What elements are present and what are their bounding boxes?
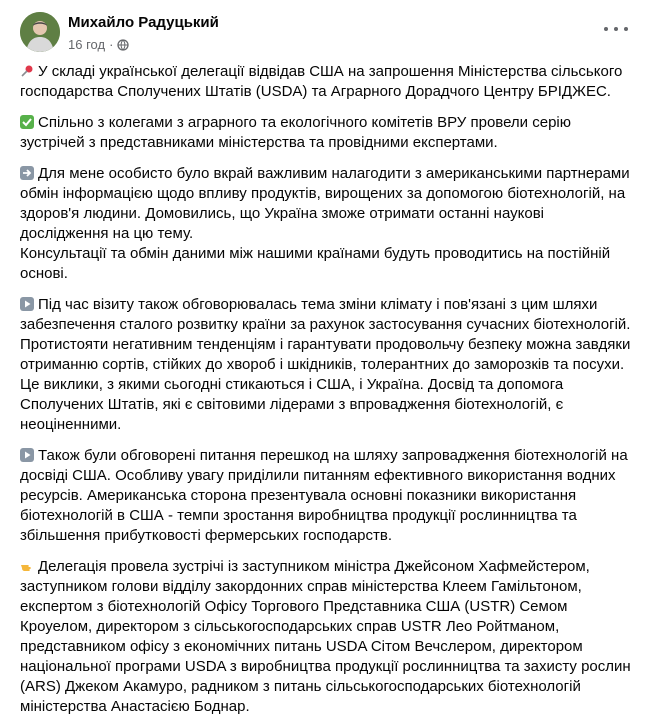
check-mark-icon (20, 115, 34, 129)
paragraph-hand: Делегація провела зустрічі із заступником міністра Джейсоном Хафмейстером, заступником голови відділу закордонних справ міністерства Клеем Гамільтоном, експертом з біотехнологій Офісу Торгового Представника США (USTR) Семом Кроуелом, директором з сільськогосподарських справ USTR Лео Ройтманом, представником офісу з економічних питань USDA Сітом Вечслером, директором національної програми USDA з виробництва продукції рослинництва та захисту рослин (ARS) Джеком Акамуро, радником з питань сільськогосподарських біотехнологій міністерства Анастасією Боднар. (20, 558, 631, 715)
paragraph-play-1: Під час візиту також обговорювалась тема зміни клімату і пов'язані з цим шляхи забезпечення сталого розвитку країни за рахунок застосування сучасних біотехнологій. Протистояти негативним тенденціям і гарантувати продовольчу безпеку можна завдяки отриманню сортів, стійких до хвороб і шкідників, толерантних до заморозків та посухи. Це виклики, з якими сьогодні стикаються і США, і Україна. Досвід та допомога Сполучених Штатів, які є світовими лідерами з впровадження біотехнологій, є неоціненними. (20, 296, 631, 433)
right-arrow-icon (20, 166, 34, 180)
post-timestamp[interactable]: 16 год (68, 37, 106, 52)
globe-icon[interactable] (117, 39, 129, 51)
play-button-icon (20, 297, 34, 311)
more-options-icon[interactable] (604, 22, 628, 36)
post-meta: 16 год · (68, 37, 129, 52)
paragraph-check: Спільно з колегами з аграрного та екологічного комітетів ВРУ провели серію зустрічей з представниками міністерства та провідними експертами. (20, 114, 571, 151)
paragraph-pin: У складі української делегації відвідав США на запрошення Міністерства сільського господарства Сполучених Штатів (USDA) та Аграрного Дорадчого Центру БРІДЖЕС. (20, 63, 623, 100)
paragraph-play-2: Також були обговорені питання перешкод на шляху запровадження біотехнологій на досвіді США. Особливу увагу приділили питанням ефективного використання водних ресурсів. Американська сторона презентувала основні показники використання біотехнологій в США - темпи зростання виробництва продукції рослинництва та збільшення прибутковості фермерських господарств. (20, 447, 628, 544)
avatar[interactable] (20, 12, 60, 52)
post-body (20, 62, 635, 728)
pushpin-icon (20, 64, 34, 78)
paragraph-arrow: Для мене особисто було вкрай важливим налагодити з американськими партнерами обмін інформацією щодо впливу продуктів, вирощених за допомогою біотехнологій, на здоров'я людини. Домовились, що Україна зможе отримати останні наукові дослідження на цю тему. Консультації та обмін даними між нашими країнами будуть проводитись на постійній основі. (20, 165, 630, 282)
play-button-icon (20, 448, 34, 462)
pointing-hand-icon (20, 559, 34, 573)
author-name[interactable]: Михайло Радуцький (68, 14, 219, 31)
post-header (20, 10, 640, 60)
